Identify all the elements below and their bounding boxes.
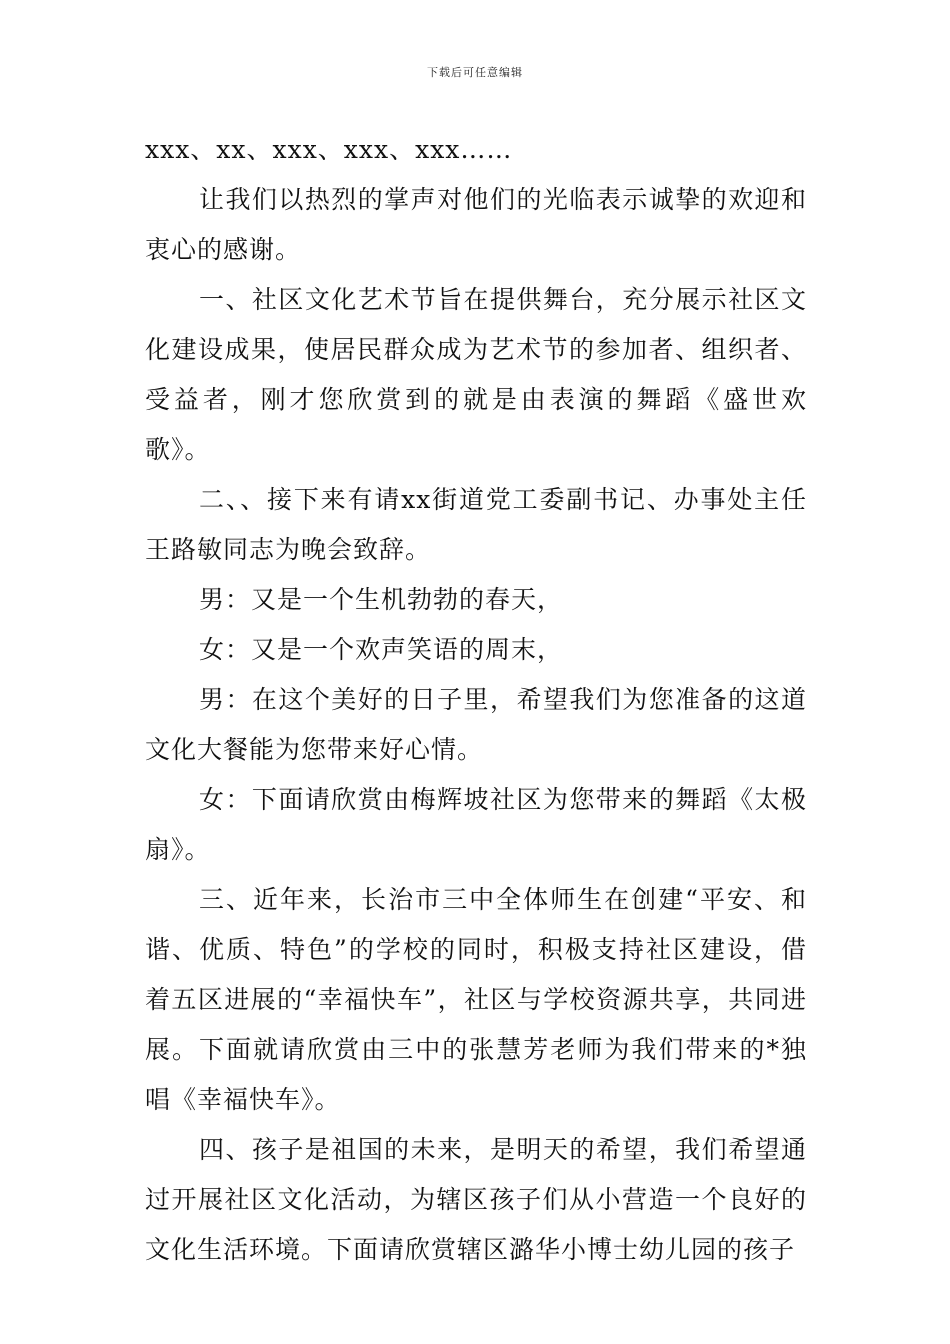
paragraph-male-line-1: 男：又是一个生机勃勃的春天，	[199, 585, 564, 614]
paragraph-female-line-1: 女：又是一个欢声笑语的周末，	[199, 635, 564, 664]
paragraph-names: xxx、xx、xxx、xxx、xxx……	[145, 135, 513, 164]
paragraph-section-four: 四、孩子是祖国的未来，是明天的希望，我们希望通过开展社区文化活动，为辖区孩子们从小营造一个良好的文化生活环境。下面请欣赏辖区潞华小博士幼儿园的孩子	[145, 1135, 807, 1264]
paragraph-section-one: 一、社区文化艺术节旨在提供舞台，充分展示社区文化建设成果，使居民群众成为艺术节的参加者、组织者、受益者，刚才您欣赏到的就是由表演的舞蹈《盛世欢歌》。	[145, 285, 807, 464]
paragraph-section-three: 三、近年来，长治市三中全体师生在创建“平安、和谐、优质、特色”的学校的同时，积极支持社区建设，借着五区进展的“幸福快车”，社区与学校资源共享，共同进展。下面就请欣赏由三中的张慧芳老师为我们带来的*独唱《幸福快车》。	[145, 885, 807, 1114]
document-body	[145, 125, 807, 1275]
paragraph-male-line-2: 男：在这个美好的日子里，希望我们为您准备的这道文化大餐能为您带来好心情。	[145, 685, 807, 764]
paragraph-section-two: 二、、接下来有请xx街道党工委副书记、办事处主任王路敏同志为晚会致辞。	[145, 485, 807, 564]
page-header: 下载后可任意编辑	[427, 66, 523, 79]
paragraph-female-line-2: 女：下面请欣赏由梅辉坡社区为您带来的舞蹈《太极扇》。	[145, 785, 807, 864]
paragraph-welcome: 让我们以热烈的掌声对他们的光临表示诚挚的欢迎和衷心的感谢。	[145, 185, 807, 264]
